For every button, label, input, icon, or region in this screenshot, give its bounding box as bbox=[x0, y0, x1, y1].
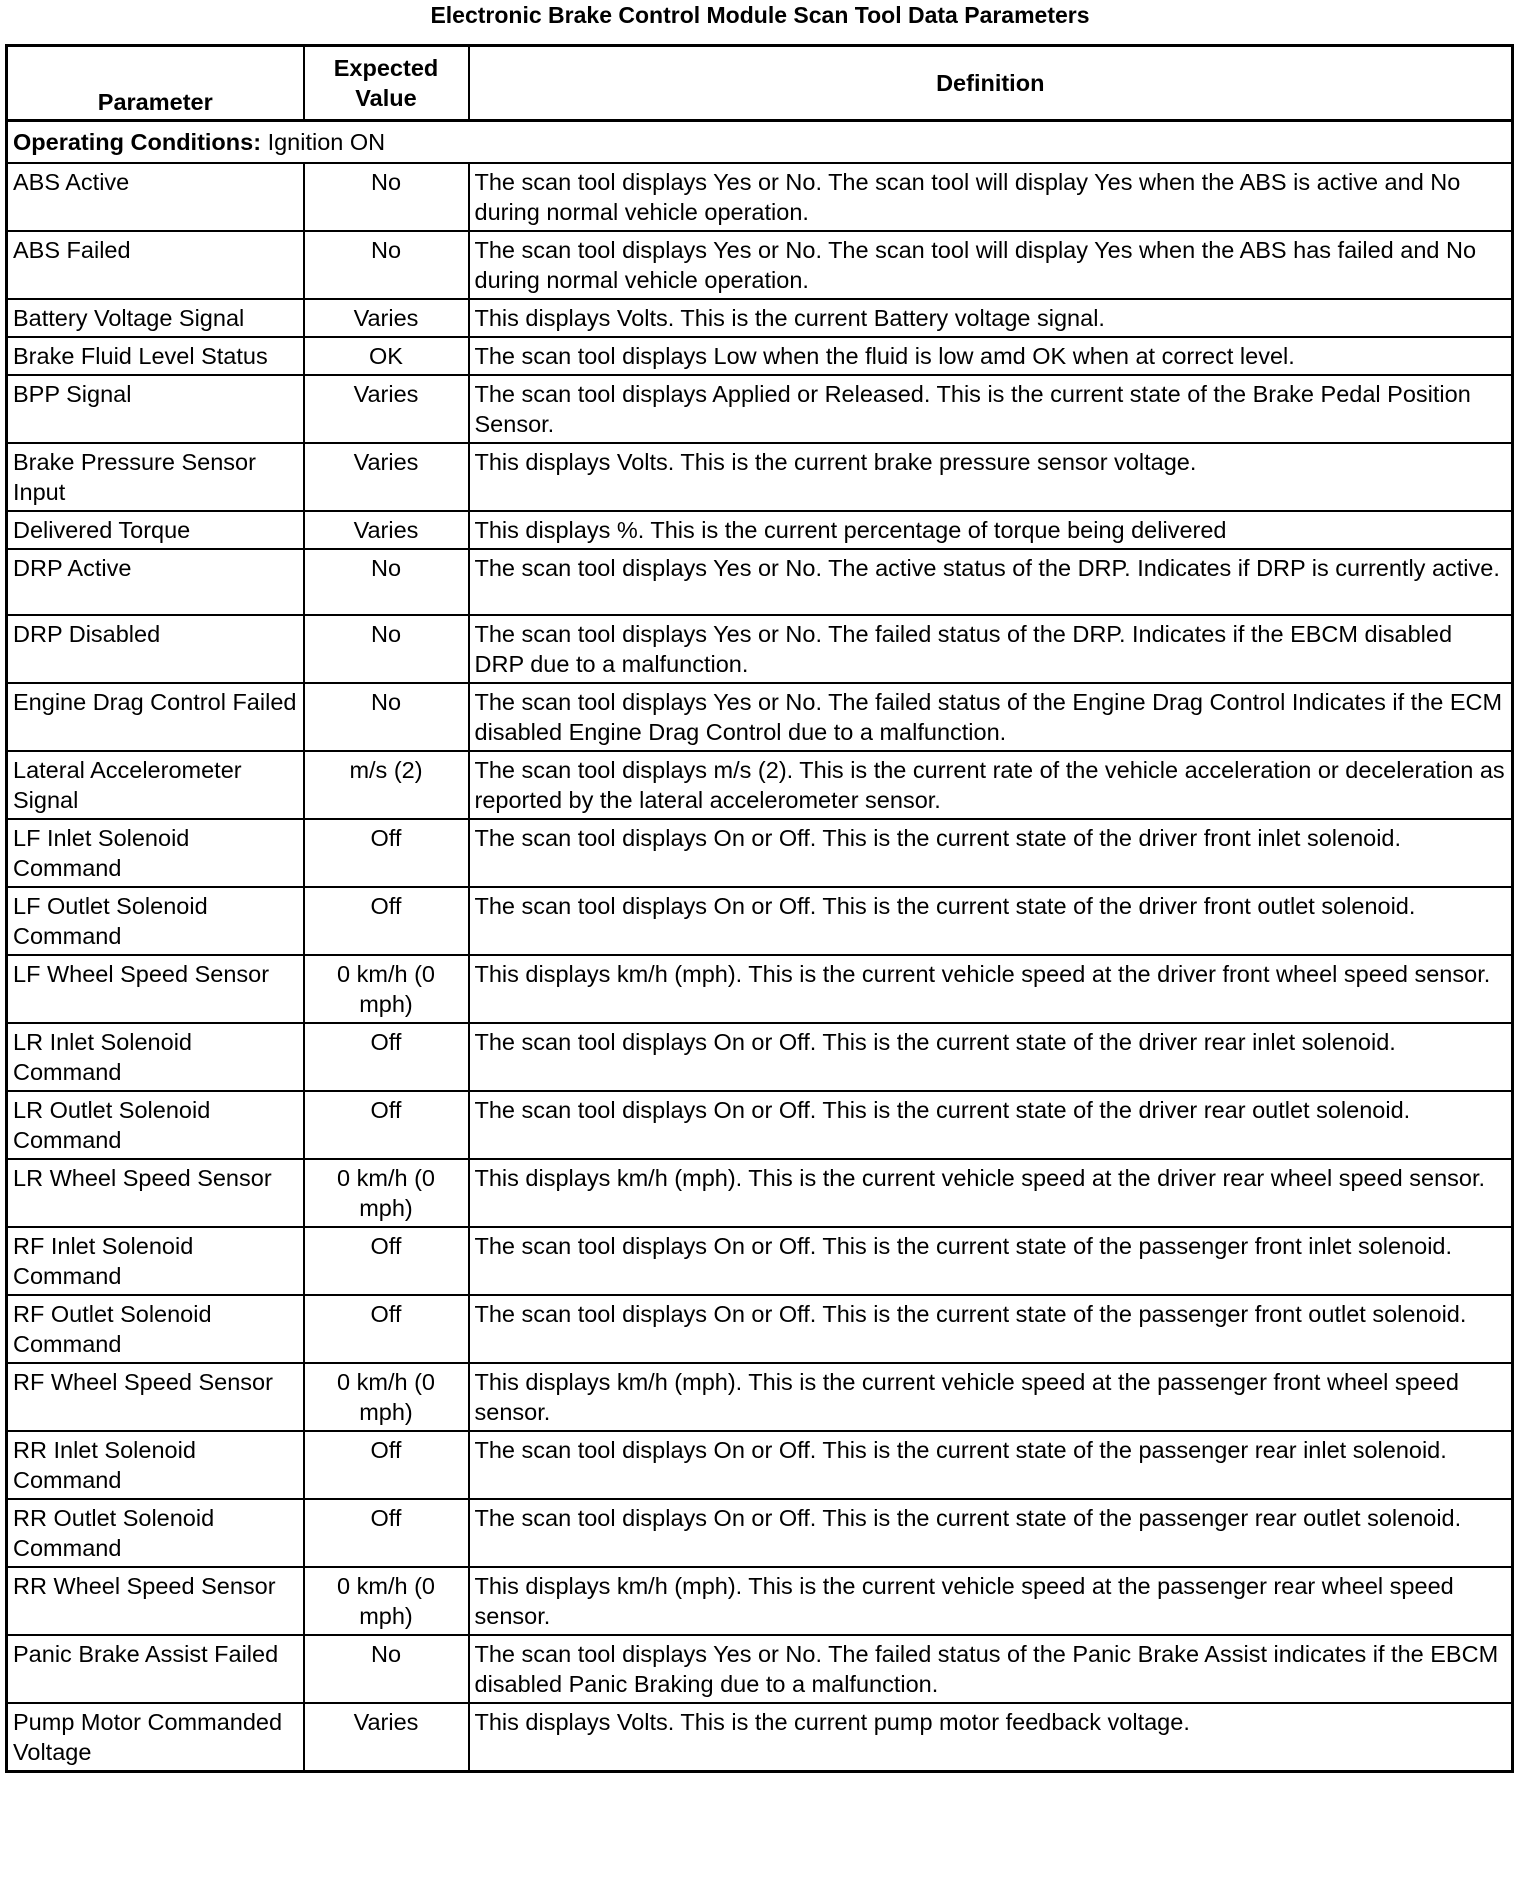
expected-value-cell: Off bbox=[304, 1023, 469, 1091]
expected-value-cell: Off bbox=[304, 887, 469, 955]
parameter-cell: Panic Brake Assist Failed bbox=[7, 1635, 304, 1703]
definition-cell: This displays %. This is the current percentage of torque being delivered bbox=[469, 511, 1513, 549]
table-row bbox=[7, 751, 1513, 819]
definition-cell: This displays Volts. This is the current pump motor feedback voltage. bbox=[469, 1703, 1513, 1772]
column-header-definition: Definition bbox=[469, 46, 1513, 121]
parameter-cell: Lateral Accelerometer Signal bbox=[7, 751, 304, 819]
expected-value-cell: 0 km/h (0 mph) bbox=[304, 1567, 469, 1635]
expected-value-cell: No bbox=[304, 683, 469, 751]
table-header-row bbox=[7, 46, 1513, 121]
scan-tool-data-table bbox=[5, 44, 1514, 1773]
document-title: Electronic Brake Control Module Scan Tool Data Parameters bbox=[430, 2, 1090, 28]
parameter-cell: RF Wheel Speed Sensor bbox=[7, 1363, 304, 1431]
expected-value-cell: 0 km/h (0 mph) bbox=[304, 1363, 469, 1431]
parameter-cell: BPP Signal bbox=[7, 375, 304, 443]
definition-cell: The scan tool displays Low when the fluid is low amd OK when at correct level. bbox=[469, 337, 1513, 375]
parameter-cell: RF Inlet Solenoid Command bbox=[7, 1227, 304, 1295]
table-row bbox=[7, 1363, 1513, 1431]
parameter-cell: Brake Fluid Level Status bbox=[7, 337, 304, 375]
table-row bbox=[7, 1227, 1513, 1295]
expected-value-cell: Varies bbox=[304, 511, 469, 549]
table-row bbox=[7, 1091, 1513, 1159]
definition-cell: The scan tool displays On or Off. This is the current state of the driver front inlet solenoid. bbox=[469, 819, 1513, 887]
definition-cell: The scan tool displays Applied or Released. This is the current state of the Brake Pedal Position Sensor. bbox=[469, 375, 1513, 443]
parameter-cell: Delivered Torque bbox=[7, 511, 304, 549]
definition-cell: This displays km/h (mph). This is the current vehicle speed at the driver front wheel speed sensor. bbox=[469, 955, 1513, 1023]
column-header-expected-value: Expected Value bbox=[304, 46, 469, 121]
expected-value-cell: m/s (2) bbox=[304, 751, 469, 819]
expected-value-cell: No bbox=[304, 549, 469, 615]
expected-value-cell: Off bbox=[304, 1431, 469, 1499]
table-row bbox=[7, 443, 1513, 511]
parameter-cell: LF Wheel Speed Sensor bbox=[7, 955, 304, 1023]
table-row bbox=[7, 1499, 1513, 1567]
parameter-cell: ABS Active bbox=[7, 163, 304, 231]
table-row bbox=[7, 615, 1513, 683]
parameter-cell: LR Wheel Speed Sensor bbox=[7, 1159, 304, 1227]
definition-cell: This displays km/h (mph). This is the current vehicle speed at the passenger rear wheel speed sensor. bbox=[469, 1567, 1513, 1635]
table-row bbox=[7, 819, 1513, 887]
expected-value-cell: No bbox=[304, 231, 469, 299]
operating-conditions-cell bbox=[7, 121, 1513, 164]
definition-cell: The scan tool displays On or Off. This is the current state of the driver rear outlet solenoid. bbox=[469, 1091, 1513, 1159]
table-row bbox=[7, 337, 1513, 375]
parameter-cell: Battery Voltage Signal bbox=[7, 299, 304, 337]
table-row bbox=[7, 1703, 1513, 1772]
column-header-parameter: Parameter bbox=[7, 46, 304, 121]
operating-conditions-value: Ignition ON bbox=[267, 129, 386, 155]
expected-value-cell: No bbox=[304, 615, 469, 683]
table-row bbox=[7, 1295, 1513, 1363]
definition-cell: This displays Volts. This is the current Battery voltage signal. bbox=[469, 299, 1513, 337]
parameter-cell: RF Outlet Solenoid Command bbox=[7, 1295, 304, 1363]
definition-cell: This displays km/h (mph). This is the current vehicle speed at the passenger front wheel speed sensor. bbox=[469, 1363, 1513, 1431]
table-row bbox=[7, 549, 1513, 615]
parameter-cell: LR Inlet Solenoid Command bbox=[7, 1023, 304, 1091]
table-row bbox=[7, 1023, 1513, 1091]
definition-cell: The scan tool displays On or Off. This is the current state of the driver rear inlet solenoid. bbox=[469, 1023, 1513, 1091]
expected-value-cell: No bbox=[304, 163, 469, 231]
parameter-cell: Pump Motor Commanded Voltage bbox=[7, 1703, 304, 1772]
table-row bbox=[7, 1635, 1513, 1703]
definition-cell: The scan tool displays Yes or No. The failed status of the DRP. Indicates if the EBCM disabled DRP due to a malfunction. bbox=[469, 615, 1513, 683]
definition-cell: The scan tool displays On or Off. This is the current state of the passenger front outlet solenoid. bbox=[469, 1295, 1513, 1363]
expected-value-cell: Varies bbox=[304, 443, 469, 511]
expected-value-cell: Off bbox=[304, 1227, 469, 1295]
definition-cell: This displays Volts. This is the current brake pressure sensor voltage. bbox=[469, 443, 1513, 511]
parameter-cell: ABS Failed bbox=[7, 231, 304, 299]
expected-value-cell: OK bbox=[304, 337, 469, 375]
operating-conditions-row bbox=[7, 121, 1513, 164]
table-row bbox=[7, 375, 1513, 443]
definition-cell: The scan tool displays Yes or No. The active status of the DRP. Indicates if DRP is currently active. bbox=[469, 549, 1513, 615]
expected-value-cell: 0 km/h (0 mph) bbox=[304, 1159, 469, 1227]
table-row bbox=[7, 231, 1513, 299]
parameter-cell: LR Outlet Solenoid Command bbox=[7, 1091, 304, 1159]
definition-cell: The scan tool displays On or Off. This is the current state of the passenger rear inlet solenoid. bbox=[469, 1431, 1513, 1499]
definition-cell: The scan tool displays Yes or No. The scan tool will display Yes when the ABS is active and No during normal vehicle operation. bbox=[469, 163, 1513, 231]
expected-value-cell: Varies bbox=[304, 1703, 469, 1772]
expected-value-cell: Off bbox=[304, 1091, 469, 1159]
expected-value-cell: No bbox=[304, 1635, 469, 1703]
expected-value-cell: Varies bbox=[304, 375, 469, 443]
parameter-cell: LF Outlet Solenoid Command bbox=[7, 887, 304, 955]
table-row bbox=[7, 955, 1513, 1023]
parameter-cell: Brake Pressure Sensor Input bbox=[7, 443, 304, 511]
operating-conditions-label: Operating Conditions: bbox=[13, 129, 262, 155]
definition-cell: The scan tool displays On or Off. This is the current state of the passenger rear outlet solenoid. bbox=[469, 1499, 1513, 1567]
table-row bbox=[7, 683, 1513, 751]
expected-value-cell: 0 km/h (0 mph) bbox=[304, 955, 469, 1023]
table-row bbox=[7, 511, 1513, 549]
parameter-cell: RR Wheel Speed Sensor bbox=[7, 1567, 304, 1635]
expected-value-cell: Off bbox=[304, 1295, 469, 1363]
expected-value-cell: Off bbox=[304, 1499, 469, 1567]
definition-cell: The scan tool displays m/s (2). This is the current rate of the vehicle acceleration or deceleration as reported by the lateral accelerometer sensor. bbox=[469, 751, 1513, 819]
parameter-cell: Engine Drag Control Failed bbox=[7, 683, 304, 751]
table-row bbox=[7, 1159, 1513, 1227]
table-row bbox=[7, 1567, 1513, 1635]
definition-cell: The scan tool displays Yes or No. The failed status of the Panic Brake Assist indicates if the EBCM disabled Panic Braking due to a malfunction. bbox=[469, 1635, 1513, 1703]
expected-value-cell: Off bbox=[304, 819, 469, 887]
parameter-cell: LF Inlet Solenoid Command bbox=[7, 819, 304, 887]
parameter-cell: RR Outlet Solenoid Command bbox=[7, 1499, 304, 1567]
definition-cell: The scan tool displays Yes or No. The failed status of the Engine Drag Control Indicates if the ECM disabled Engine Drag Control due to a malfunction. bbox=[469, 683, 1513, 751]
table-row bbox=[7, 1431, 1513, 1499]
definition-cell: This displays km/h (mph). This is the current vehicle speed at the driver rear wheel speed sensor. bbox=[469, 1159, 1513, 1227]
parameter-cell: DRP Disabled bbox=[7, 615, 304, 683]
table-row bbox=[7, 887, 1513, 955]
table-row bbox=[7, 163, 1513, 231]
parameter-cell: RR Inlet Solenoid Command bbox=[7, 1431, 304, 1499]
definition-cell: The scan tool displays On or Off. This is the current state of the passenger front inlet solenoid. bbox=[469, 1227, 1513, 1295]
definition-cell: The scan tool displays On or Off. This is the current state of the driver front outlet solenoid. bbox=[469, 887, 1513, 955]
definition-cell: The scan tool displays Yes or No. The scan tool will display Yes when the ABS has failed and No during normal vehicle operation. bbox=[469, 231, 1513, 299]
expected-value-cell: Varies bbox=[304, 299, 469, 337]
parameter-cell: DRP Active bbox=[7, 549, 304, 615]
table-row bbox=[7, 299, 1513, 337]
